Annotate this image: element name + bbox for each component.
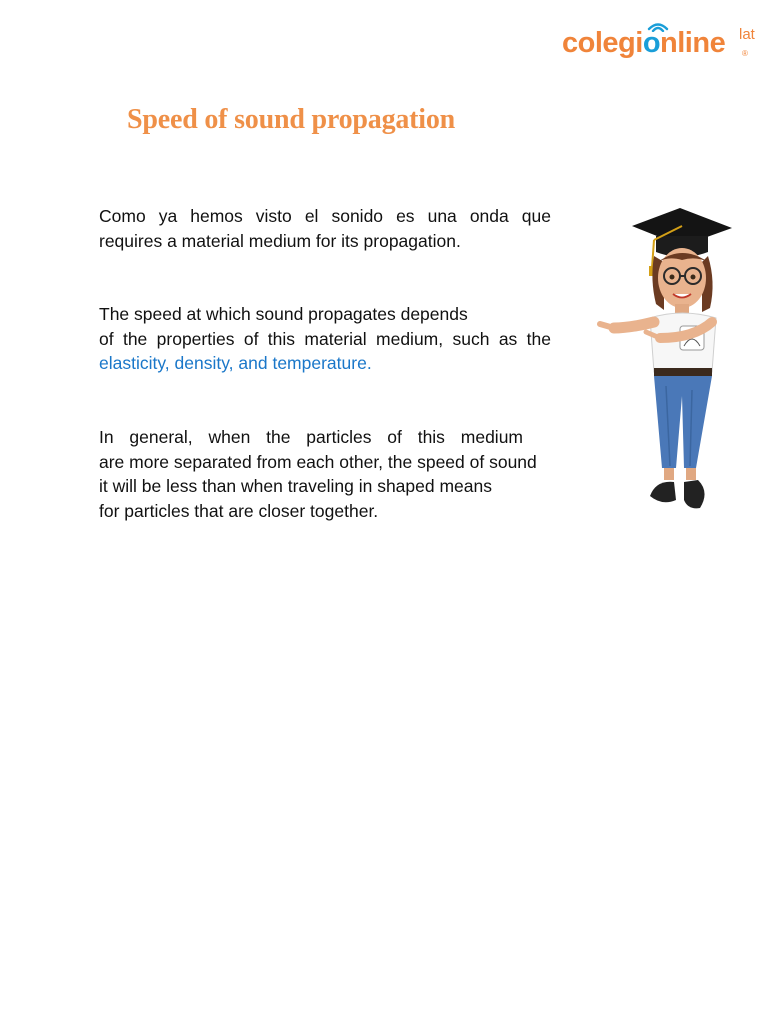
paragraph-line: requires a material medium for its propagation. <box>99 230 461 251</box>
page-title: Speed of sound propagation <box>127 104 456 135</box>
paragraph-speed <box>99 302 551 376</box>
paragraph-line: are more separated from each other, the speed of sound <box>99 451 537 472</box>
logo-registered-mark: ® <box>742 49 748 58</box>
paragraph-particles <box>99 425 589 523</box>
brand-logo <box>562 20 762 68</box>
paragraph-intro <box>99 204 551 253</box>
highlighted-properties: elasticity, density, and temperature. <box>99 353 372 373</box>
wifi-icon <box>646 20 670 32</box>
paragraph-line: The speed at which sound propagates depends <box>99 304 468 324</box>
logo-wordmark: colegionline <box>562 27 726 59</box>
paragraph-line: of the properties of this material medium, such as the <box>99 328 551 349</box>
paragraph-line: In general, when the particles of this medium <box>99 427 523 447</box>
graduate-teacher-icon <box>584 200 752 526</box>
paragraph-line: Como ya hemos visto el sonido es una onda que <box>99 206 551 226</box>
paragraph-line: it will be less than when traveling in shaped means <box>99 476 492 496</box>
logo-suffix: lat <box>739 26 755 43</box>
paragraph-line: for particles that are closer together. <box>99 500 379 521</box>
